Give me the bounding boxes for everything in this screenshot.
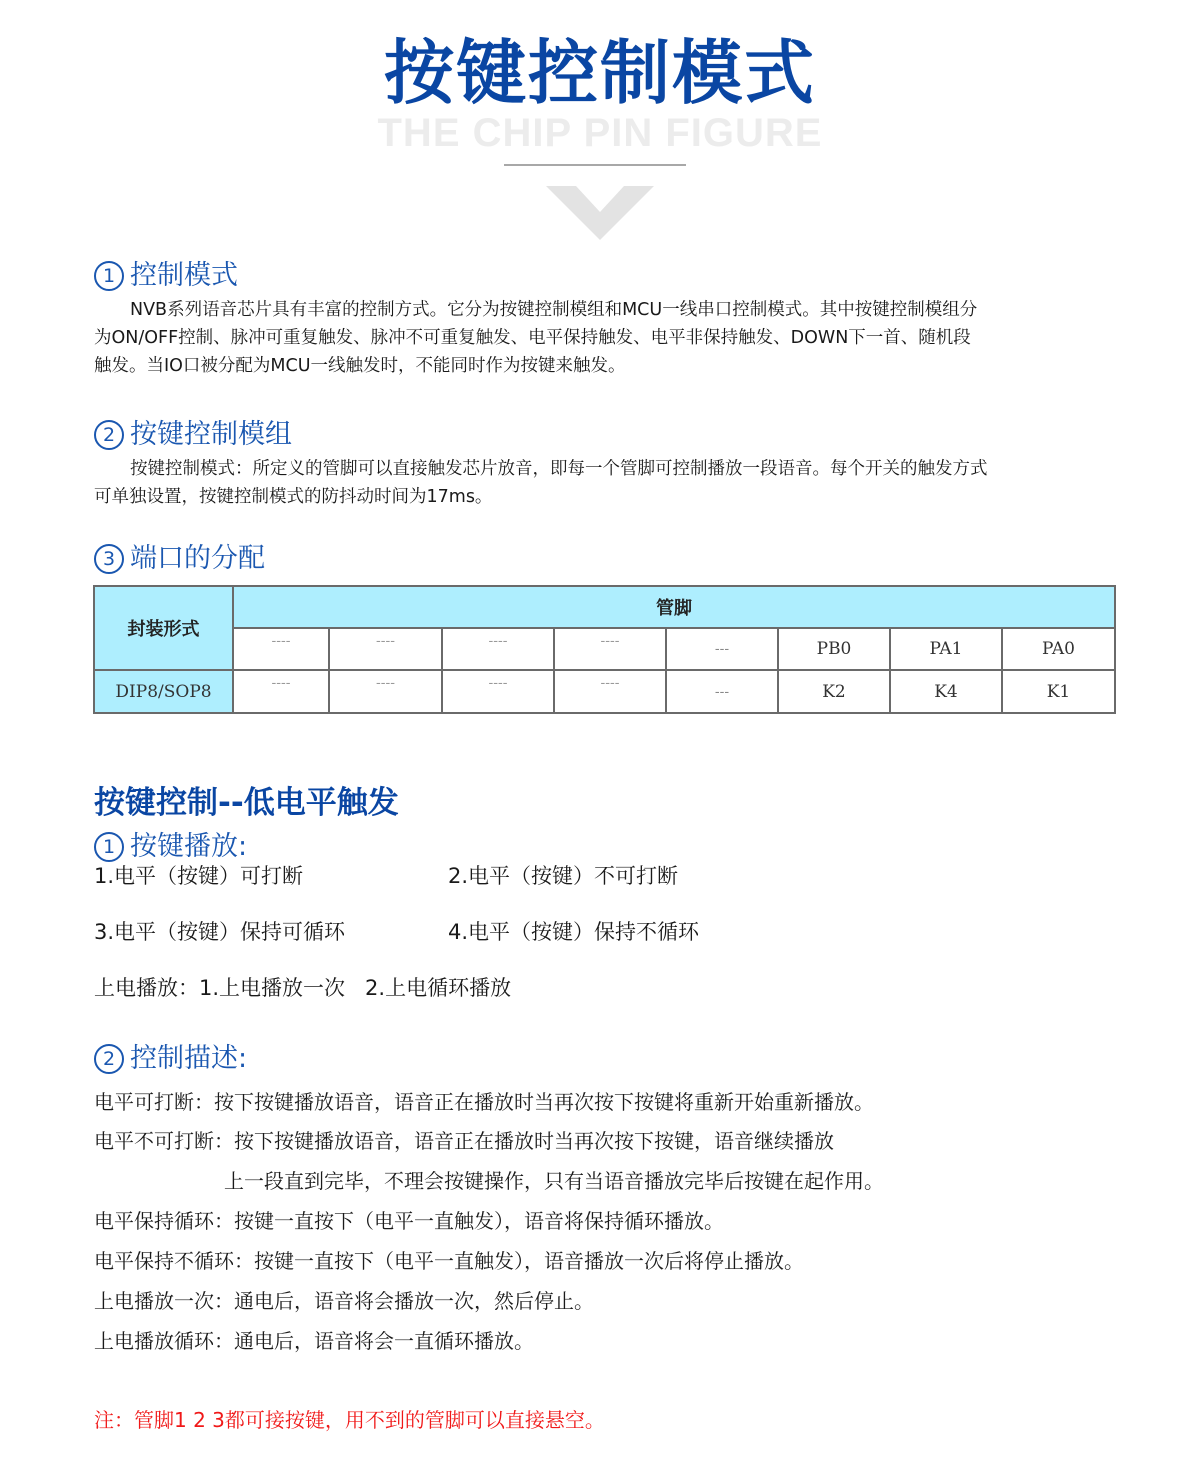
section-heading-text: 控制模式 xyxy=(130,260,238,291)
description-line: 上电播放一次：通电后，语音将会播放一次，然后停止。 xyxy=(94,1289,594,1313)
section-heading-control-description xyxy=(94,1042,247,1076)
pin-cell: PB0 xyxy=(778,628,890,670)
description-line: 电平保持不循环：按键一直按下（电平一直触发），语音播放一次后将停止播放。 xyxy=(94,1249,804,1273)
circled-number: 2 xyxy=(94,1044,124,1074)
section-heading-text: 端口的分配 xyxy=(130,543,265,574)
paragraph-line: 为ON/OFF控制、脉冲可重复触发、脉冲不可重复触发、电平保持触发、电平非保持触发、DOWN下一首、随机段 xyxy=(94,328,971,348)
pin-name-row xyxy=(94,628,1115,670)
paragraph-line: 可单独设置，按键控制模式的防抖动时间为17ms。 xyxy=(94,487,493,507)
playback-option-1: 1.电平（按键）可打断 xyxy=(94,864,304,888)
pin-cell: ---- xyxy=(554,628,666,670)
section-heading-text: 按键控制模组 xyxy=(130,419,292,450)
key-cell: --- xyxy=(666,670,778,713)
circled-number: 1 xyxy=(94,832,124,862)
key-cell: ---- xyxy=(329,670,442,713)
pin-cell: ---- xyxy=(329,628,442,670)
paragraph-line: 触发。当IO口被分配为MCU一线触发时，不能同时作为按键来触发。 xyxy=(94,356,626,376)
description-line: 上一段直到完毕，不理会按键操作，只有当语音播放完毕后按键在起作用。 xyxy=(224,1169,884,1193)
section-heading-key-playback xyxy=(94,830,247,864)
circled-number: 2 xyxy=(94,420,124,450)
key-module-paragraph xyxy=(94,455,1124,511)
playback-option-2: 2.电平（按键）不可打断 xyxy=(448,864,679,888)
table-row xyxy=(94,670,1115,713)
section-heading-text: 按键播放: xyxy=(130,831,248,862)
package-cell: DIP8/SOP8 xyxy=(94,670,233,713)
section-heading-text: 控制描述: xyxy=(130,1043,248,1074)
key-cell: ---- xyxy=(554,670,666,713)
key-cell: ---- xyxy=(442,670,554,713)
key-cell: K4 xyxy=(890,670,1002,713)
circled-number: 1 xyxy=(94,261,124,291)
page-subtitle: THE CHIP PIN FIGURE xyxy=(377,111,823,155)
circled-number: 3 xyxy=(94,544,124,574)
note-text: 注：管脚1 2 3都可接按键，用不到的管脚可以直接悬空。 xyxy=(94,1408,605,1432)
pin-cell: PA1 xyxy=(890,628,1002,670)
chevron-down-icon xyxy=(546,186,654,240)
key-cell: ---- xyxy=(233,670,329,713)
description-line: 电平保持循环：按键一直按下（电平一直触发），语音将保持循环播放。 xyxy=(94,1209,724,1233)
pin-cell: ---- xyxy=(442,628,554,670)
key-cell: K1 xyxy=(1002,670,1115,713)
pin-allocation-table xyxy=(93,585,1116,714)
pin-cell: --- xyxy=(666,628,778,670)
description-line: 电平可打断：按下按键播放语音，语音正在播放时当再次按下按键将重新开始重新播放。 xyxy=(94,1090,874,1114)
pin-cell: PA0 xyxy=(1002,628,1115,670)
title-divider xyxy=(504,164,686,166)
description-line: 上电播放循环：通电后，语音将会一直循环播放。 xyxy=(94,1329,534,1353)
pins-header: 管脚 xyxy=(233,586,1115,628)
page-title: 按键控制模式 xyxy=(384,32,816,114)
low-level-trigger-heading: 按键控制--低电平触发 xyxy=(94,785,399,821)
description-line: 电平不可打断：按下按键播放语音，语音正在播放时当再次按下按键，语音继续播放 xyxy=(94,1129,834,1153)
playback-option-3: 3.电平（按键）保持可循环 xyxy=(94,920,346,944)
power-on-playback: 上电播放：1.上电播放一次 2.上电循环播放 xyxy=(94,976,512,1000)
pin-cell: ---- xyxy=(233,628,329,670)
key-cell: K2 xyxy=(778,670,890,713)
paragraph-line: NVB系列语音芯片具有丰富的控制方式。它分为按键控制模组和MCU一线串口控制模式。其中按键控制模组分 xyxy=(130,300,978,320)
section-heading-control-mode xyxy=(94,259,238,293)
paragraph-line: 按键控制模式：所定义的管脚可以直接触发芯片放音，即每一个管脚可控制播放一段语音。每个开关的触发方式 xyxy=(130,459,988,479)
playback-option-4: 4.电平（按键）保持不循环 xyxy=(448,920,700,944)
control-mode-paragraph xyxy=(94,296,1124,380)
section-heading-port-allocation xyxy=(94,542,265,576)
section-heading-key-module xyxy=(94,418,292,452)
package-header: 封装形式 xyxy=(94,586,233,670)
